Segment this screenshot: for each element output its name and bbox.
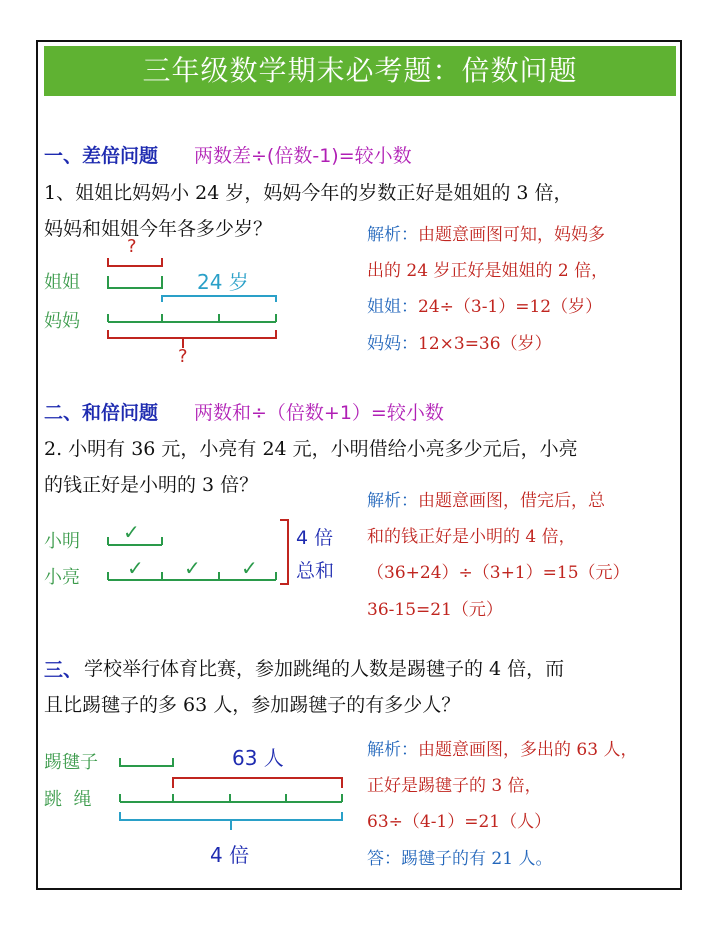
section3-diff-label: 63 人 — [232, 746, 284, 770]
section2-solution-line4: 36-15=21（元） — [367, 600, 503, 620]
section2-solution-line1: 解析：由题意画图，借完后，总 — [367, 491, 605, 511]
section1-formula: 两数差÷(倍数-1)=较小数 — [194, 145, 412, 167]
section1-solution-line1: 解析：由题意画图可知，妈妈多 — [367, 225, 605, 245]
section2-row-label-xiaoming: 小明 — [44, 531, 80, 552]
section1-solution-line3: 姐姐：24÷（3-1）=12（岁） — [367, 297, 603, 317]
section2-question-line1: 2. 小明有 36 元，小亮有 24 元，小明借给小亮多少元后，小亮 — [44, 438, 578, 460]
section1-row-label-mother: 妈妈 — [44, 311, 80, 332]
section2-brace-label-line2: 总和 — [296, 560, 335, 582]
section3-solution-line4: 答：踢毽子的有 21 人。 — [367, 849, 553, 869]
section1-diff-bracket — [162, 296, 276, 302]
section1-row-label-sister: 姐姐 — [44, 272, 80, 293]
section1-question-line2: 妈妈和姐姐今年各多少岁？ — [44, 218, 273, 240]
section3-diff-bracket — [173, 778, 342, 788]
section2-diagram — [108, 520, 288, 584]
section2-brace — [280, 520, 288, 584]
section3-solution-line3: 63÷（4-1）=21（人） — [367, 812, 552, 832]
section1-bottom-bracket — [108, 330, 276, 338]
section3-total-label: 4 倍 — [210, 843, 250, 867]
section3-total-bracket — [120, 812, 342, 820]
section3-row-label-jianzi: 踢毽子 — [44, 752, 98, 773]
section1-diff-label: 24 岁 — [197, 270, 249, 294]
check-icon: ✓ — [241, 556, 258, 580]
section3-heading: 三、 — [44, 659, 83, 681]
section1-top-question: ? — [127, 236, 137, 257]
section3-solution-line1: 解析：由题意画图，多出的 63 人， — [367, 740, 638, 760]
section1-top-bracket — [108, 258, 162, 266]
section1-solution-line4: 妈妈：12×3=36（岁） — [367, 334, 552, 354]
section3-question-line1: 学校举行体育比赛，参加跳绳的人数是踢毽子的 4 倍，而 — [84, 658, 565, 680]
section3-question-line2: 且比踢毽子的多 63 人，参加踢毽子的有多少人？ — [44, 694, 461, 716]
section3-row-label-rope: 跳 绳 — [44, 789, 92, 810]
section2-row-label-xiaoliang: 小亮 — [44, 567, 80, 588]
section2-solution-line3: （36+24）÷（3+1）=15（元） — [367, 563, 630, 583]
section2-heading: 二、和倍问题 — [44, 402, 159, 424]
check-icon: ✓ — [123, 520, 140, 544]
section2-solution-line2: 和的钱正好是小明的 4 倍， — [367, 527, 576, 547]
section3-jianzi-segment — [120, 758, 173, 766]
page-title: 三年级数学期末必考题：倍数问题 — [44, 46, 676, 96]
section1-question-line1: 1、姐姐比妈妈小 24 岁，妈妈今年的岁数正好是姐姐的 3 倍， — [44, 182, 573, 204]
section3-solution-line2: 正好是踢毽子的 3 倍， — [367, 776, 542, 796]
section2-formula: 两数和÷（倍数+1）=较小数 — [194, 402, 444, 424]
section1-sister-segment — [108, 276, 162, 288]
section1-diagram — [108, 258, 276, 348]
section3-diagram — [120, 758, 342, 830]
section1-heading: 一、差倍问题 — [44, 145, 159, 167]
section2-brace-label-line1: 4 倍 — [296, 527, 334, 549]
check-icon: ✓ — [127, 556, 144, 580]
check-icon: ✓ — [184, 556, 201, 580]
section2-question-line2: 的钱正好是小明的 3 倍？ — [44, 474, 259, 496]
section1-solution-line2: 出的 24 岁正好是姐姐的 2 倍， — [367, 261, 609, 281]
section1-bottom-question: ? — [178, 346, 188, 367]
